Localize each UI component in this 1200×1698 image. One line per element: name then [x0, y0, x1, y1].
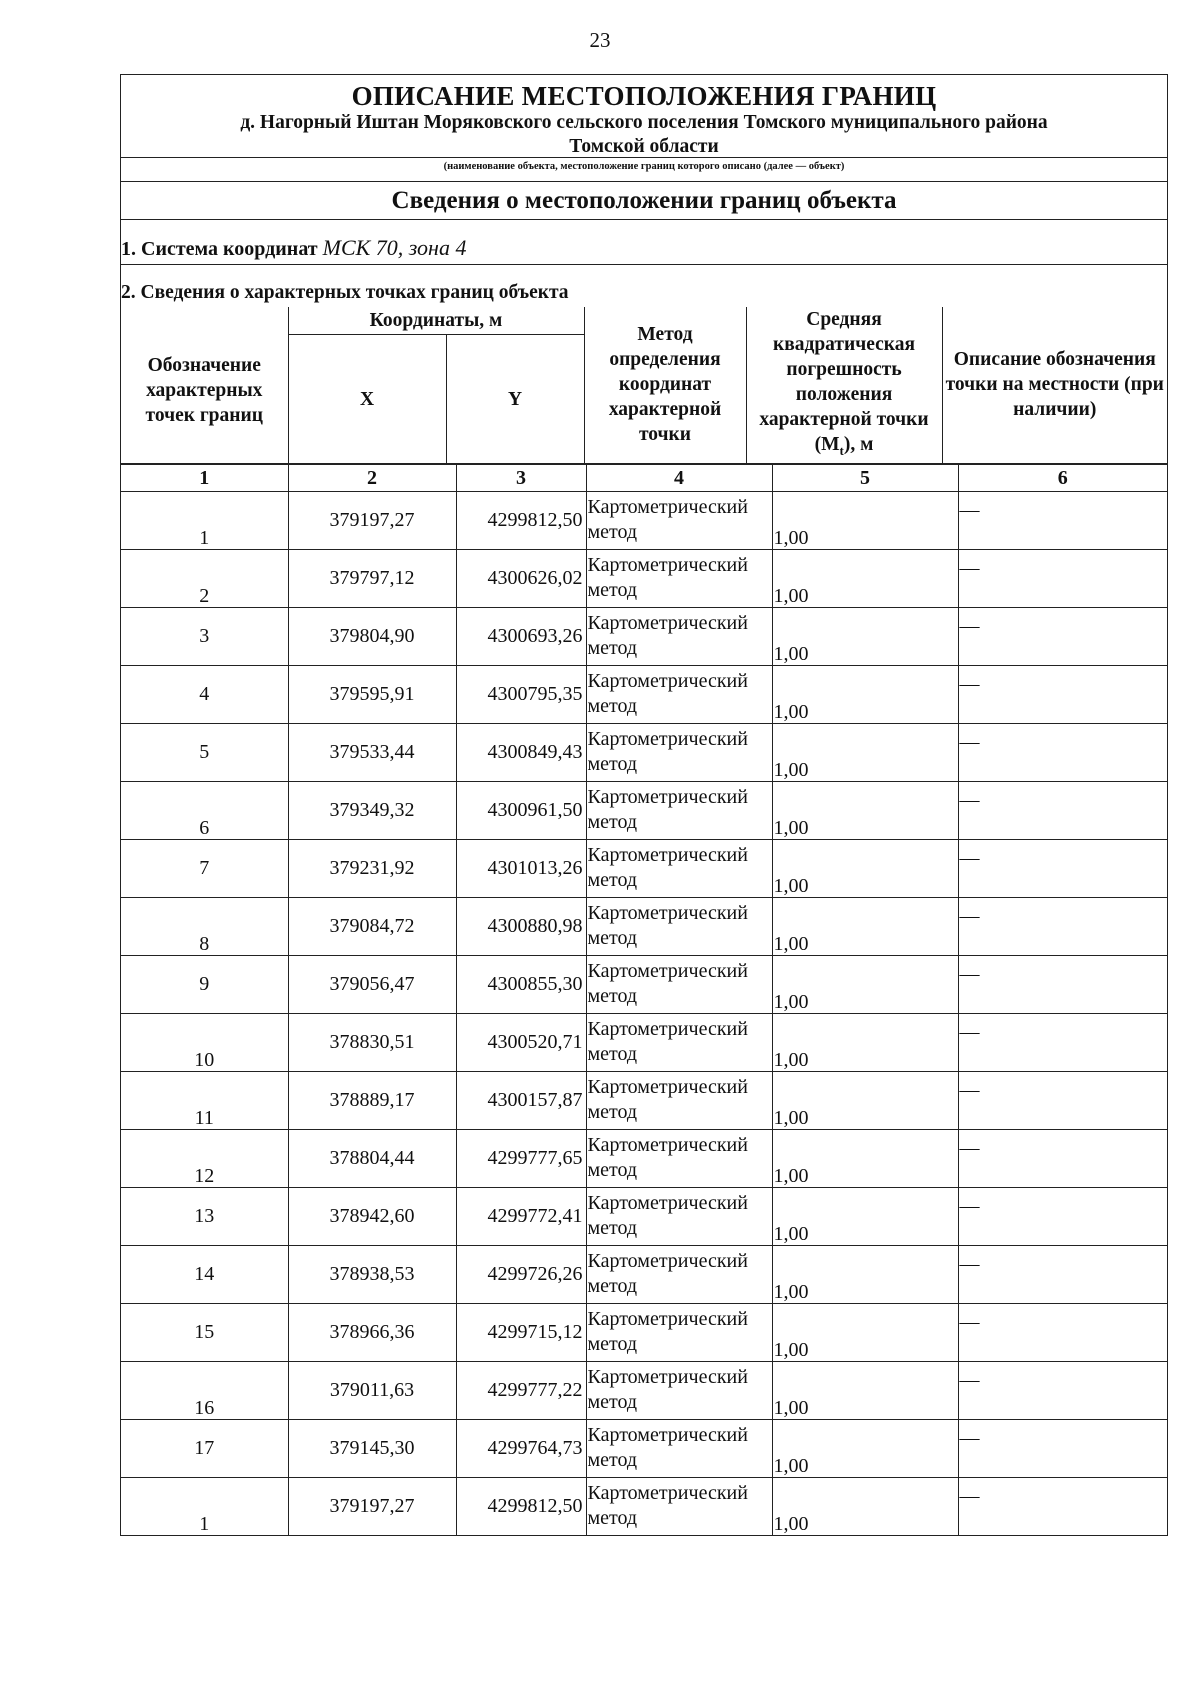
coordinate-y: 4300849,43: [456, 723, 586, 781]
mean-square-error: 1,00: [772, 549, 958, 607]
method-line-2: метод: [587, 1159, 638, 1182]
point-description: —: [958, 1477, 1167, 1535]
header-error-subscript: t: [839, 442, 844, 458]
method-cell: [586, 897, 772, 955]
object-name-line-2: Томской области: [569, 136, 719, 157]
point-designation: 4: [121, 665, 288, 723]
method-line-1: Картометрический: [587, 1250, 748, 1273]
method-line-1: Картометрический: [587, 554, 748, 577]
points-table-body: [121, 492, 1167, 1536]
method-line-2: метод: [587, 637, 638, 660]
column-number: 5: [772, 464, 958, 491]
point-designation: 9: [121, 955, 288, 1013]
point-designation: 16: [121, 1361, 288, 1419]
method-cell: [586, 723, 772, 781]
method-line-1: Картометрический: [587, 786, 748, 809]
coordinate-y: 4300855,30: [456, 955, 586, 1013]
header-error-unit: ), м: [843, 434, 874, 455]
point-designation: 6: [121, 781, 288, 839]
point-description: —: [958, 1013, 1167, 1071]
points-section-title: 2. Сведения о характерных точках границ объекта: [121, 282, 569, 303]
coordinate-x: 379804,90: [288, 607, 456, 665]
point-description: —: [958, 549, 1167, 607]
method-line-1: Картометрический: [587, 1134, 748, 1157]
point-description: —: [958, 1129, 1167, 1187]
method-line-2: метод: [587, 1101, 638, 1124]
table-row: [121, 1419, 1167, 1477]
table-row: [121, 549, 1167, 607]
method-cell: [586, 1013, 772, 1071]
point-description: —: [958, 607, 1167, 665]
coordinate-y: 4299812,50: [456, 1477, 586, 1535]
method-cell: [586, 607, 772, 665]
point-designation: 3: [121, 607, 288, 665]
boundary-description-form: [120, 74, 1168, 1536]
method-line-1: Картометрический: [587, 612, 748, 635]
column-number: 1: [121, 464, 288, 491]
coordinate-y: 4300961,50: [456, 781, 586, 839]
coordinate-y: 4299764,73: [456, 1419, 586, 1477]
page-number: 23: [589, 28, 611, 52]
mean-square-error: 1,00: [772, 607, 958, 665]
table-row: [121, 723, 1167, 781]
table-row: [121, 1477, 1167, 1535]
point-description: —: [958, 1245, 1167, 1303]
mean-square-error: 1,00: [772, 955, 958, 1013]
mean-square-error: 1,00: [772, 1477, 958, 1535]
point-designation: 15: [121, 1303, 288, 1361]
coordinate-y: 4300157,87: [456, 1071, 586, 1129]
table-row: [121, 665, 1167, 723]
table-row: [121, 781, 1167, 839]
table-row: [121, 1303, 1167, 1361]
table-row: [121, 1187, 1167, 1245]
header-y: Y: [446, 335, 584, 463]
table-row: [121, 897, 1167, 955]
method-cell: [586, 1129, 772, 1187]
table-row: [121, 1071, 1167, 1129]
method-line-2: метод: [587, 1391, 638, 1414]
coordinate-y: 4300880,98: [456, 897, 586, 955]
section-title: Сведения о местоположении границ объекта: [121, 182, 1167, 220]
method-line-2: метод: [587, 811, 638, 834]
method-cell: [586, 1245, 772, 1303]
method-cell: [586, 549, 772, 607]
table-row: [121, 492, 1167, 550]
coordinate-x: 379231,92: [288, 839, 456, 897]
points-table-header: [121, 307, 1167, 464]
point-designation: 1: [121, 492, 288, 550]
point-designation: 5: [121, 723, 288, 781]
header-error-text: Средняя квадратическая погрешность положения характерной точки (М: [759, 309, 929, 455]
coordinate-y: 4299777,22: [456, 1361, 586, 1419]
table-row: [121, 839, 1167, 897]
point-designation: 14: [121, 1245, 288, 1303]
object-name-line-1: д. Нагорный Иштан Моряковского сельского поселения Томского муниципального района: [240, 112, 1048, 133]
mean-square-error: 1,00: [772, 1303, 958, 1361]
point-description: —: [958, 665, 1167, 723]
method-line-2: метод: [587, 927, 638, 950]
header-coordinates: Координаты, м: [288, 307, 584, 335]
coordinate-x: 379011,63: [288, 1361, 456, 1419]
mean-square-error: 1,00: [772, 1419, 958, 1477]
method-cell: [586, 781, 772, 839]
column-number: 2: [288, 464, 456, 491]
point-description: —: [958, 1187, 1167, 1245]
point-designation: 17: [121, 1419, 288, 1477]
method-line-1: Картометрический: [587, 1308, 748, 1331]
method-line-1: Картометрический: [587, 1018, 748, 1041]
method-cell: [586, 1419, 772, 1477]
method-cell: [586, 665, 772, 723]
method-line-2: метод: [587, 869, 638, 892]
header-error: [746, 307, 942, 463]
point-designation: 10: [121, 1013, 288, 1071]
table-row: [121, 1361, 1167, 1419]
coordinate-system-label: 1. Система координат: [121, 238, 318, 260]
method-cell: [586, 1071, 772, 1129]
method-cell: [586, 1187, 772, 1245]
table-row: [121, 1129, 1167, 1187]
method-line-2: метод: [587, 1333, 638, 1356]
method-cell: [586, 492, 772, 550]
column-number: 6: [958, 464, 1167, 491]
method-cell: [586, 1303, 772, 1361]
coordinate-x: 378889,17: [288, 1071, 456, 1129]
point-description: —: [958, 955, 1167, 1013]
coordinate-x: 379084,72: [288, 897, 456, 955]
column-number: 3: [456, 464, 586, 491]
point-designation: 11: [121, 1071, 288, 1129]
table-row: [121, 1013, 1167, 1071]
method-cell: [586, 955, 772, 1013]
method-line-1: Картометрический: [587, 1192, 748, 1215]
method-line-2: метод: [587, 1217, 638, 1240]
method-line-1: Картометрический: [587, 670, 748, 693]
coordinate-y: 4300626,02: [456, 549, 586, 607]
point-description: —: [958, 1071, 1167, 1129]
header-designation: Обозначение характерных точек границ: [121, 307, 288, 463]
mean-square-error: 1,00: [772, 1187, 958, 1245]
coordinate-x: 378966,36: [288, 1303, 456, 1361]
point-designation: 2: [121, 549, 288, 607]
method-line-2: метод: [587, 695, 638, 718]
table-row: [121, 955, 1167, 1013]
point-description: —: [958, 897, 1167, 955]
method-line-1: Картометрический: [587, 1076, 748, 1099]
coordinate-x: 379797,12: [288, 549, 456, 607]
method-line-2: метод: [587, 1507, 638, 1530]
title-block: [121, 75, 1167, 158]
mean-square-error: 1,00: [772, 781, 958, 839]
column-numbers-row: [121, 464, 1167, 492]
table-row: [121, 1245, 1167, 1303]
method-line-1: Картометрический: [587, 1482, 748, 1505]
method-line-2: метод: [587, 985, 638, 1008]
point-designation: 8: [121, 897, 288, 955]
mean-square-error: 1,00: [772, 1129, 958, 1187]
method-line-2: метод: [587, 579, 638, 602]
method-line-1: Картометрический: [587, 1366, 748, 1389]
method-line-1: Картометрический: [587, 960, 748, 983]
column-number: 4: [586, 464, 772, 491]
method-cell: [586, 1361, 772, 1419]
method-line-2: метод: [587, 753, 638, 776]
coordinate-y: 4299812,50: [456, 492, 586, 550]
coordinate-x: 378804,44: [288, 1129, 456, 1187]
method-line-2: метод: [587, 1275, 638, 1298]
point-description: —: [958, 781, 1167, 839]
point-designation: 7: [121, 839, 288, 897]
object-note: (наименование объекта, местоположение границ которого описано (далее — объект): [121, 158, 1167, 182]
coordinate-x: 379533,44: [288, 723, 456, 781]
method-cell: [586, 839, 772, 897]
coordinate-y: 4300520,71: [456, 1013, 586, 1071]
coordinate-y: 4299715,12: [456, 1303, 586, 1361]
coordinate-y: 4299777,65: [456, 1129, 586, 1187]
coordinate-x: 378938,53: [288, 1245, 456, 1303]
method-line-2: метод: [587, 521, 638, 544]
mean-square-error: 1,00: [772, 492, 958, 550]
mean-square-error: 1,00: [772, 1071, 958, 1129]
document-title: ОПИСАНИЕ МЕСТОПОЛОЖЕНИЯ ГРАНИЦ: [351, 81, 937, 111]
method-line-1: Картометрический: [587, 728, 748, 751]
table-row: [121, 607, 1167, 665]
coordinate-y: 4300795,35: [456, 665, 586, 723]
coordinate-x: 379349,32: [288, 781, 456, 839]
coordinate-x: 379056,47: [288, 955, 456, 1013]
method-line-1: Картометрический: [587, 496, 748, 519]
point-description: —: [958, 1419, 1167, 1477]
coordinate-system: [121, 220, 1167, 265]
method-line-1: Картометрический: [587, 844, 748, 867]
header-x: X: [288, 335, 446, 463]
coordinate-x: 378830,51: [288, 1013, 456, 1071]
mean-square-error: 1,00: [772, 723, 958, 781]
point-description: —: [958, 1361, 1167, 1419]
point-description: —: [958, 1303, 1167, 1361]
coordinate-y: 4299772,41: [456, 1187, 586, 1245]
point-description: —: [958, 492, 1167, 550]
coordinate-x: 378942,60: [288, 1187, 456, 1245]
coordinate-y: 4299726,26: [456, 1245, 586, 1303]
method-line-1: Картометрический: [587, 902, 748, 925]
method-cell: [586, 1477, 772, 1535]
mean-square-error: 1,00: [772, 1361, 958, 1419]
mean-square-error: 1,00: [772, 897, 958, 955]
coordinate-y: 4300693,26: [456, 607, 586, 665]
point-designation: 12: [121, 1129, 288, 1187]
method-line-2: метод: [587, 1043, 638, 1066]
point-description: —: [958, 723, 1167, 781]
coordinate-y: 4301013,26: [456, 839, 586, 897]
coordinate-x: 379197,27: [288, 1477, 456, 1535]
mean-square-error: 1,00: [772, 839, 958, 897]
header-description: Описание обозначения точки на местности (при наличии): [942, 307, 1167, 463]
coordinate-x: 379197,27: [288, 492, 456, 550]
method-line-1: Картометрический: [587, 1424, 748, 1447]
point-designation: 1: [121, 1477, 288, 1535]
coordinate-x: 379145,30: [288, 1419, 456, 1477]
method-line-2: метод: [587, 1449, 638, 1472]
header-method: Метод определения координат характерной точки: [584, 307, 746, 463]
point-designation: 13: [121, 1187, 288, 1245]
mean-square-error: 1,00: [772, 665, 958, 723]
coordinate-x: 379595,91: [288, 665, 456, 723]
point-description: —: [958, 839, 1167, 897]
mean-square-error: 1,00: [772, 1245, 958, 1303]
mean-square-error: 1,00: [772, 1013, 958, 1071]
coordinate-system-value: МСК 70, зона 4: [322, 235, 467, 260]
